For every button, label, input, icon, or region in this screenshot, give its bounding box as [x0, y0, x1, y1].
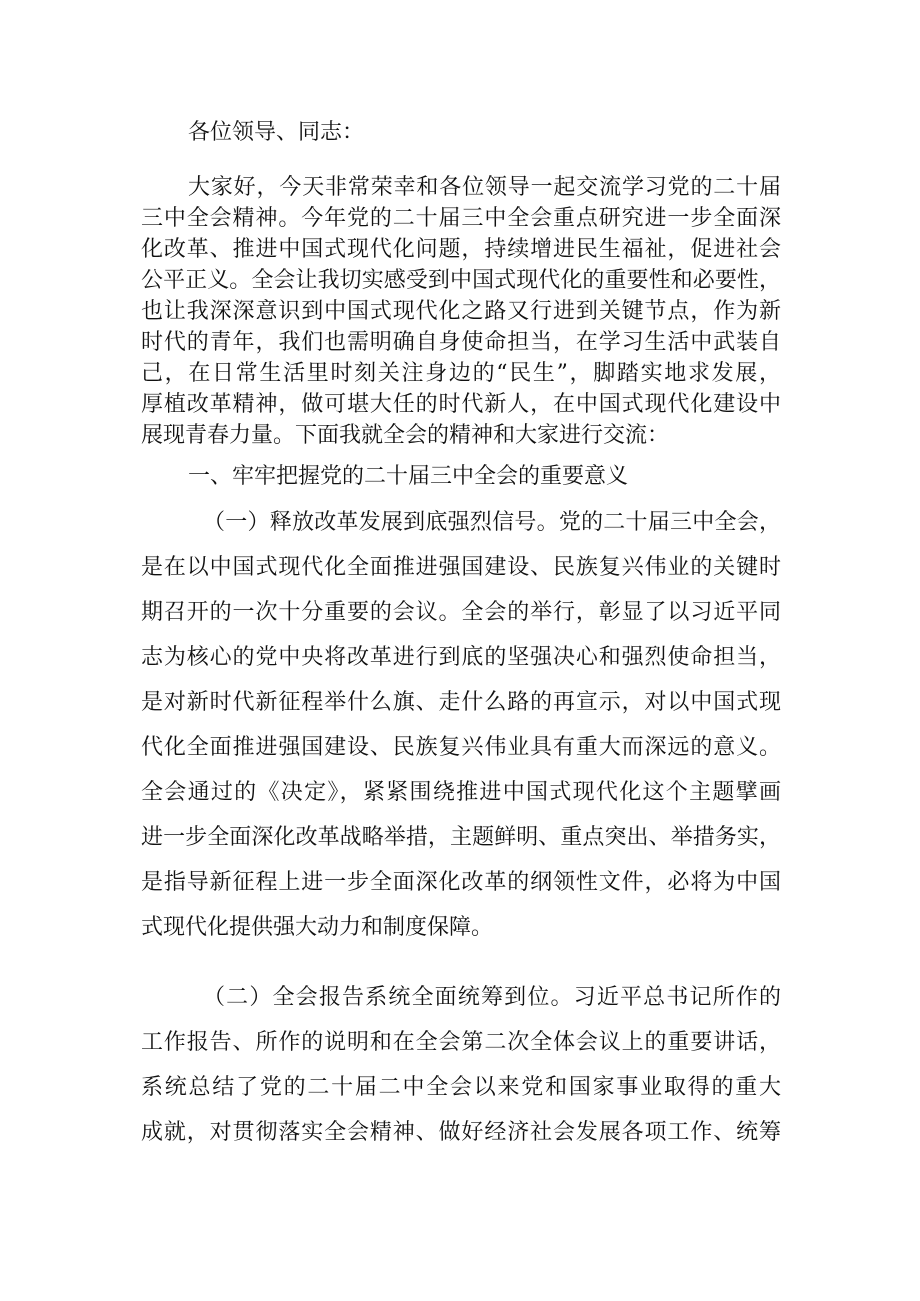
section2-line-3: 系统总结了党的二十届二中全会以来党和国家事业取得的重大 [141, 1075, 781, 1100]
intro-line-5: 也让我深深意识到中国式现代化之路又行进到关键节点，作为新 [141, 299, 781, 324]
section1-line-1: （一）释放改革发展到底强烈信号。党的二十届三中全会， [203, 510, 781, 535]
intro-line-8: 厚植改革精神，做可堪大任的时代新人，在中国式现代化建设中 [141, 392, 781, 417]
section1-line-4: 志为核心的党中央将改革进行到底的坚强决心和强烈使命担当， [141, 645, 781, 670]
section1-line-3: 期召开的一次十分重要的会议。全会的举行，彰显了以习近平同 [141, 600, 781, 625]
section1-line-7: 全会通过的《决定》，紧紧围绕推进中国式现代化这个主题擘画 [141, 780, 781, 805]
section1-line-2: 是在以中国式现代化全面推进强国建设、民族复兴伟业的关键时 [141, 555, 781, 580]
intro-line-9: 展现青春力量。下面我就全会的精神和大家进行交流： [141, 423, 670, 448]
salutation: 各位领导、同志： [188, 120, 365, 145]
section1-line-10: 式现代化提供强大动力和制度保障。 [141, 915, 494, 940]
intro-line-6: 时代的青年，我们也需明确自身使命担当，在学习生活中武装自 [141, 330, 781, 355]
section1-line-6: 代化全面推进强国建设、民族复兴伟业具有重大而深远的意义。 [141, 735, 781, 760]
section2-line-1: （二）全会报告系统全面统筹到位。习近平总书记所作的 [203, 985, 781, 1010]
intro-line-4: 公平正义。全会让我切实感受到中国式现代化的重要性和必要性， [141, 268, 781, 293]
intro-line-3: 化改革、推进中国式现代化问题，持续增进民生福祉，促进社会 [141, 237, 781, 262]
section2-line-2: 工作报告、所作的说明和在全会第二次全体会议上的重要讲话， [141, 1030, 781, 1055]
section1-line-9: 是指导新征程上进一步全面深化改革的纲领性文件，必将为中国 [141, 870, 781, 895]
intro-line-7: 己，在日常生活里时刻关注身边的“民生”，脚踏实地求发展， [141, 361, 781, 386]
section1-line-8: 进一步全面深化改革战略举措，主题鲜明、重点突出、举措务实， [141, 825, 781, 850]
section-heading-1: 一、牢牢把握党的二十届三中全会的重要意义 [188, 464, 629, 489]
intro-line-1: 大家好，今天非常荣幸和各位领导一起交流学习党的二十届 [188, 175, 781, 200]
section1-line-5: 是对新时代新征程举什么旗、走什么路的再宣示，对以中国式现 [141, 690, 781, 715]
intro-line-2: 三中全会精神。今年党的二十届三中全会重点研究进一步全面深 [141, 206, 781, 231]
section2-line-4: 成就，对贯彻落实全会精神、做好经济社会发展各项工作、统筹 [141, 1120, 781, 1145]
